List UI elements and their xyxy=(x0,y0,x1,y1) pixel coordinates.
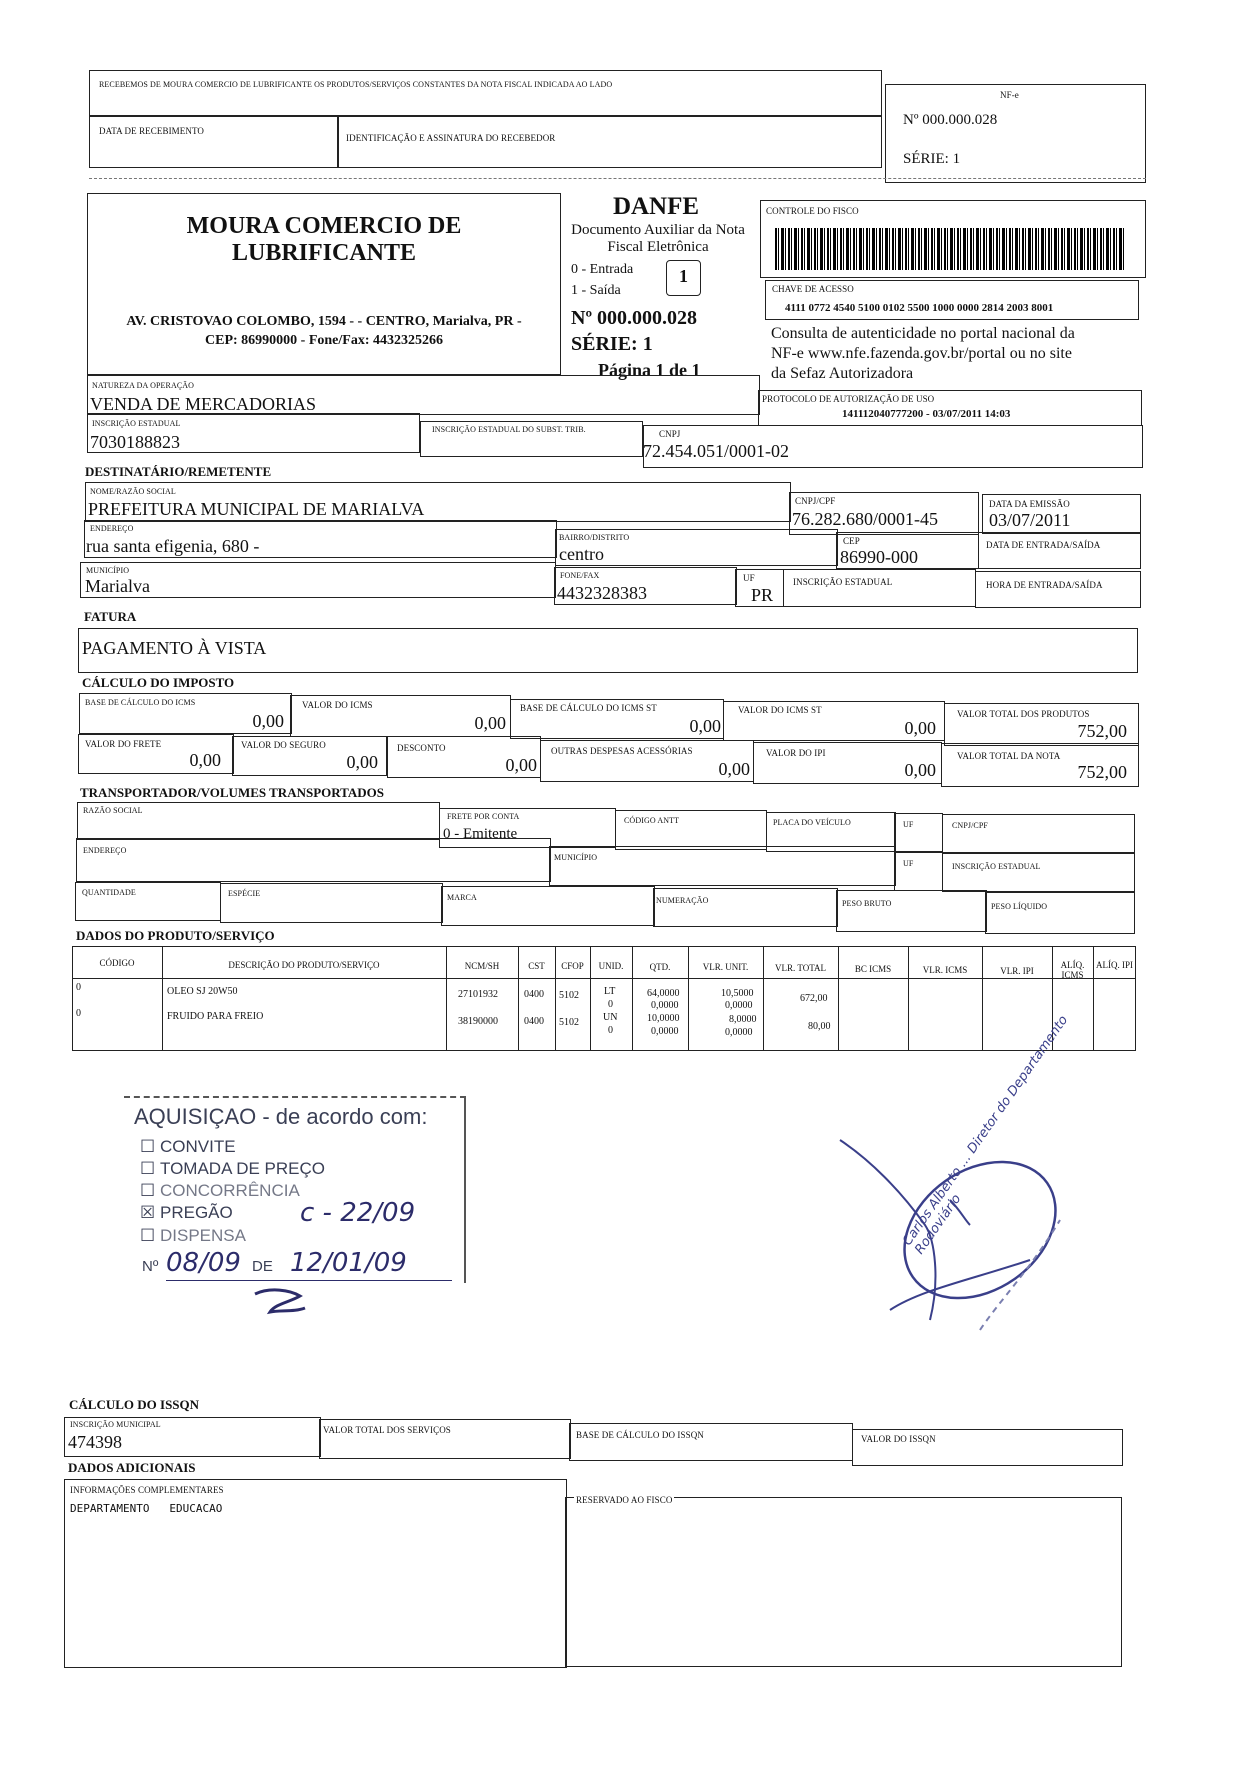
row1-unit-1: 10,5000 xyxy=(721,988,754,999)
row2-unit-1: 8,0000 xyxy=(729,1014,757,1025)
transp-antt-label: CÓDIGO ANTT xyxy=(624,816,680,825)
cut-line xyxy=(89,178,1146,179)
frete-value: 0,00 xyxy=(189,750,221,770)
row1-ncm: 27101932 xyxy=(458,989,498,1000)
stamp-de: DE xyxy=(252,1258,273,1275)
barcode xyxy=(775,228,1125,270)
stamp-line1: AQUISIÇAO - de acordo com: xyxy=(134,1104,428,1129)
base-st-label: BASE DE CÁLCULO DO ICMS ST xyxy=(520,703,657,713)
row2-qtd-1: 10,0000 xyxy=(647,1013,680,1024)
row2-total: 80,00 xyxy=(808,1021,831,1032)
emitente-name-line1: MOURA COMERCIO DE xyxy=(186,213,462,239)
canhoto-serie: SÉRIE: 1 xyxy=(903,151,961,167)
stamp-opt2: TOMADA DE PREÇO xyxy=(160,1159,325,1178)
th-codigo: CÓDIGO xyxy=(99,958,135,968)
dest-entrada-saida-box xyxy=(978,532,1141,569)
canhoto-number: Nº 000.000.028 xyxy=(903,112,998,128)
chave-acesso: 4111 0772 4540 5100 0102 5500 1000 0000 2814 2003 8001 xyxy=(785,302,1054,314)
info-complementares-label: INFORMAÇÕES COMPLEMENTARES xyxy=(70,1485,224,1495)
dest-uf-value: PR xyxy=(751,585,774,605)
issqn-base-label: BASE DE CÁLCULO DO ISSQN xyxy=(576,1430,704,1440)
desconto-label: DESCONTO xyxy=(397,743,446,753)
stamp-checkbox-pregao: ☒ xyxy=(140,1203,156,1222)
adicionais-section: DADOS ADICIONAIS xyxy=(68,1460,196,1475)
seguro-value: 0,00 xyxy=(346,752,378,772)
row2-codigo: 0 xyxy=(76,1008,81,1019)
row1-codigo: 0 xyxy=(76,982,81,993)
ipi-value: 0,00 xyxy=(904,760,936,780)
row2-qtd-2: 0,0000 xyxy=(651,1026,679,1037)
row1-unid-2: 0 xyxy=(608,999,613,1010)
th-vlr-total: VLR. TOTAL xyxy=(775,963,826,973)
dest-cep-value: 86990-000 xyxy=(840,547,918,567)
row1-cst: 0400 xyxy=(524,989,544,1000)
canhoto-receipt-text: RECEBEMOS DE MOURA COMERCIO DE LUBRIFICANTE OS PRODUTOS/SERVIÇOS CONSTANTES DA NOTA FISCAL INDICADA AO LADO xyxy=(99,80,613,89)
th-cfop: CFOP xyxy=(561,961,584,971)
total-produtos-value: 752,00 xyxy=(1077,721,1127,741)
valor-icms-label: VALOR DO ICMS xyxy=(302,700,373,710)
row1-qtd-2: 0,0000 xyxy=(651,1000,679,1011)
dest-emissao-label: DATA DA EMISSÃO xyxy=(989,499,1070,509)
stamp-opt4: PREGÃO xyxy=(160,1203,233,1222)
reservado-fisco-label: RESERVADO AO FISCO xyxy=(576,1495,673,1505)
transp-uf-box xyxy=(894,813,943,853)
issqn-valor-label: VALOR DO ISSQN xyxy=(861,1434,936,1444)
stamp-date-handwritten: 12/01/09 xyxy=(290,1248,407,1278)
row1-descricao: OLEO SJ 20W50 xyxy=(167,986,238,997)
cnpj-value: 72.454.051/0001-02 xyxy=(643,441,789,461)
ie-st-label: INSCRIÇÃO ESTADUAL DO SUBST. TRIB. xyxy=(432,425,586,434)
transp-especie-label: ESPÉCIE xyxy=(228,889,261,898)
danfe-pagina: Página 1 de 1 xyxy=(598,360,701,380)
base-icms-value: 0,00 xyxy=(252,711,284,731)
canhoto-receipt-box xyxy=(89,70,882,116)
transp-municipio-label: MUNICÍPIO xyxy=(554,853,598,862)
valor-icms-value: 0,00 xyxy=(474,713,506,733)
base-icms-label: BASE DE CÁLCULO DO ICMS xyxy=(85,698,196,707)
stamp-checkbox-concorrencia: ☐ xyxy=(140,1181,156,1200)
dest-uf-label: UF xyxy=(743,573,755,583)
transp-marca-label: MARCA xyxy=(447,893,477,902)
transp-marca-box xyxy=(441,886,655,926)
natureza-label: NATUREZA DA OPERAÇÃO xyxy=(92,381,195,390)
danfe-serie: SÉRIE: 1 xyxy=(571,333,653,355)
fatura-section: FATURA xyxy=(84,609,137,624)
dest-fone-label: FONE/FAX xyxy=(560,571,600,580)
transp-numeracao-label: NUMERAÇÃO xyxy=(656,896,709,905)
transportador-section: TRANSPORTADOR/VOLUMES TRANSPORTADOS xyxy=(80,785,385,800)
transp-municipio-box xyxy=(549,846,896,886)
th-aliq-icms-text: ALÍQ. ICMS xyxy=(1060,960,1085,980)
th-vlr-unit: VLR. UNIT. xyxy=(702,962,749,972)
danfe-subtitle-1: Documento Auxiliar da Nota xyxy=(571,222,745,238)
row1-unit-2: 0,0000 xyxy=(725,1000,753,1011)
dest-ie-label: INSCRIÇÃO ESTADUAL xyxy=(793,577,893,587)
protocolo-value: 141112040777200 - 03/07/2011 14:03 xyxy=(842,408,1011,420)
desconto-value: 0,00 xyxy=(505,755,537,775)
canhoto-date-box xyxy=(89,116,339,168)
seguro-label: VALOR DO SEGURO xyxy=(241,740,326,750)
ipi-label: VALOR DO IPI xyxy=(766,748,826,758)
produtos-section: DADOS DO PRODUTO/SERVIÇO xyxy=(76,928,275,943)
emitente-address: AV. CRISTOVAO COLOMBO, 1594 - - CENTRO, Marialva, PR - xyxy=(126,314,522,329)
transp-razao-label: RAZÃO SOCIAL xyxy=(83,806,143,815)
total-nota-value: 752,00 xyxy=(1077,762,1127,782)
issqn-im-value: 474398 xyxy=(68,1432,122,1452)
dest-endereco-value: rua santa efigenia, 680 - xyxy=(86,536,260,556)
transp-peso-liquido-label: PESO LÍQUIDO xyxy=(991,902,1048,911)
info-complementares-value: DEPARTAMENTO EDUCACAO xyxy=(70,1502,223,1515)
natureza-value: VENDA DE MERCADORIAS xyxy=(90,394,317,414)
transp-placa-label: PLACA DO VEÍCULO xyxy=(773,818,851,827)
transp-ie-box xyxy=(942,852,1135,892)
danfe-title: DANFE xyxy=(612,193,700,220)
transp-numeracao-box xyxy=(653,888,838,927)
transp-peso-bruto-label: PESO BRUTO xyxy=(842,899,892,908)
outras-label: OUTRAS DESPESAS ACESSÓRIAS xyxy=(551,746,693,756)
transp-frete-value: 0 - Emitente xyxy=(443,826,518,842)
row1-total: 672,00 xyxy=(800,993,828,1004)
dest-municipio-box xyxy=(80,562,556,598)
director-signature-text: Carlos Alberto ... Diretor do Departamento Rodoviário xyxy=(900,1013,1072,1258)
imposto-section: CÁLCULO DO IMPOSTO xyxy=(82,675,235,690)
row2-ncm: 38190000 xyxy=(458,1016,498,1027)
row2-descricao: FRUIDO PARA FREIO xyxy=(167,1011,264,1022)
row2-unid-1: UN xyxy=(603,1012,618,1023)
stamp-checkbox-dispensa: ☐ xyxy=(140,1226,156,1245)
canhoto-nfe-label: NF-e xyxy=(1000,90,1019,100)
row1-cfop: 5102 xyxy=(559,990,579,1001)
transp-peso-bruto-box xyxy=(836,890,987,932)
stamp-checkbox-tomada: ☐ xyxy=(140,1159,156,1178)
stamp-initial-mark xyxy=(250,1282,310,1322)
transp-quantidade-label: QUANTIDADE xyxy=(82,888,136,897)
issqn-section: CÁLCULO DO ISSQN xyxy=(69,1397,200,1412)
th-unid: UNID. xyxy=(598,961,624,971)
produtos-header-line xyxy=(72,978,1136,979)
dest-cnpj-value: 76.282.680/0001-45 xyxy=(792,509,938,529)
issqn-im-label: INSCRIÇÃO MUNICIPAL xyxy=(70,1420,161,1429)
th-ncm: NCM/SH xyxy=(464,961,500,971)
stamp-num-handwritten: 08/09 xyxy=(166,1248,241,1278)
total-nota-label: VALOR TOTAL DA NOTA xyxy=(957,751,1061,761)
col-line xyxy=(763,946,764,1051)
row2-unid-2: 0 xyxy=(608,1025,613,1036)
dest-endereco-label: ENDEREÇO xyxy=(90,524,134,533)
protocolo-label: PROTOCOLO DE AUTORIZAÇÃO DE USO xyxy=(762,394,935,404)
dest-entrada-saida-label: DATA DE ENTRADA/SAÍDA xyxy=(986,540,1101,550)
danfe-tipo: 1 xyxy=(679,266,688,286)
valor-st-value: 0,00 xyxy=(904,718,936,738)
dest-ie-box xyxy=(783,569,976,607)
controle-fisco-label: CONTROLE DO FISCO xyxy=(766,206,859,216)
dest-emissao-value: 03/07/2011 xyxy=(989,510,1071,530)
transp-endereco-label: ENDEREÇO xyxy=(83,846,127,855)
th-aliq-ipi-text: ALÍQ. IPI xyxy=(1096,960,1133,970)
dest-cep-label: CEP xyxy=(843,536,860,546)
danfe-subtitle-2: Fiscal Eletrônica xyxy=(607,239,709,255)
col-line xyxy=(838,946,839,1051)
chave-acesso-label: CHAVE DE ACESSO xyxy=(772,284,854,294)
danfe-numero: Nº 000.000.028 xyxy=(571,307,698,329)
transp-cnpj-label: CNPJ/CPF xyxy=(952,821,988,830)
th-descricao: DESCRIÇÃO DO PRODUTO/SERVIÇO xyxy=(228,960,380,970)
emitente-name-line2: LUBRIFICANTE xyxy=(231,240,417,266)
dest-bairro-value: centro xyxy=(559,544,604,564)
danfe-entrada: 0 - Entrada xyxy=(571,262,634,277)
consulta-line1: Consulta de autenticidade no portal nacional da xyxy=(771,325,1075,342)
th-cst: CST xyxy=(528,961,545,971)
col-line xyxy=(908,946,909,1051)
dest-fone-value: 4432328383 xyxy=(557,583,647,603)
issqn-base-box xyxy=(569,1423,853,1461)
fatura-value: PAGAMENTO À VISTA xyxy=(82,638,267,658)
base-st-value: 0,00 xyxy=(689,716,721,736)
row1-qtd-1: 64,0000 xyxy=(647,988,680,999)
dest-hora-label: HORA DE ENTRADA/SAÍDA xyxy=(986,580,1103,590)
th-bc-icms: BC ICMS xyxy=(854,964,892,974)
dest-bairro-label: BAIRRO/DISTRITO xyxy=(559,533,630,542)
stamp-opt4-handwritten: c - 22/09 xyxy=(300,1198,416,1228)
outras-value: 0,00 xyxy=(718,759,750,779)
ie-label: INSCRIÇÃO ESTADUAL xyxy=(92,419,181,428)
stamp-opt3: CONCORRÊNCIA xyxy=(160,1181,300,1200)
transp-uf-label: UF xyxy=(903,820,914,829)
canhoto-date-label: DATA DE RECEBIMENTO xyxy=(99,126,205,136)
transp-ie-label: INSCRIÇÃO ESTADUAL xyxy=(952,862,1041,871)
stamp-opt5: DISPENSA xyxy=(160,1226,246,1245)
th-qtd: QTD. xyxy=(649,962,671,972)
total-produtos-label: VALOR TOTAL DOS PRODUTOS xyxy=(957,709,1090,719)
dest-municipio-value: Marialva xyxy=(85,576,150,596)
valor-st-label: VALOR DO ICMS ST xyxy=(738,705,822,715)
transp-uf2-label: UF xyxy=(903,859,914,868)
issqn-servicos-label: VALOR TOTAL DOS SERVIÇOS xyxy=(323,1425,451,1435)
emitente-cep: CEP: 86990000 - Fone/Fax: 4432325266 xyxy=(205,333,443,348)
frete-label: VALOR DO FRETE xyxy=(85,739,162,749)
danfe-saida: 1 - Saída xyxy=(571,283,621,298)
dest-cnpj-label: CNPJ/CPF xyxy=(795,496,836,506)
stamp-opt1: CONVITE xyxy=(160,1137,236,1156)
row2-unit-2: 0,0000 xyxy=(725,1027,753,1038)
stamp-checkbox-convite: ☐ xyxy=(140,1137,156,1156)
stamp-underline xyxy=(166,1280,452,1281)
th-vlr-ipi: VLR. IPI xyxy=(1000,966,1034,976)
consulta-line2: NF-e www.nfe.fazenda.gov.br/portal ou no site xyxy=(771,345,1072,362)
transp-endereco-box xyxy=(76,838,551,882)
col-line xyxy=(982,946,983,1051)
stamp-num-prefix: Nº xyxy=(142,1258,159,1275)
row2-cfop: 5102 xyxy=(559,1017,579,1028)
th-vlr-icms: VLR. ICMS xyxy=(922,965,968,975)
reservado-fisco-box xyxy=(565,1497,1122,1667)
ie-value: 7030188823 xyxy=(90,432,180,452)
consulta-line3: da Sefaz Autorizadora xyxy=(771,365,914,382)
cnpj-label: CNPJ xyxy=(659,429,681,439)
row2-cst: 0400 xyxy=(524,1016,544,1027)
canhoto-signature-label: IDENTIFICAÇÃO E ASSINATURA DO RECEBEDOR xyxy=(346,133,556,143)
dest-nome-label: NOME/RAZÃO SOCIAL xyxy=(90,487,176,496)
destinatario-section: DESTINATÁRIO/REMETENTE xyxy=(85,464,272,479)
transp-cnpj-box xyxy=(942,814,1135,854)
dest-municipio-label: MUNICÍPIO xyxy=(86,566,130,575)
dest-nome-value: PREFEITURA MUNICIPAL DE MARIALVA xyxy=(88,499,425,519)
transp-frete-label: FRETE POR CONTA xyxy=(447,812,520,821)
transp-uf2-box xyxy=(894,851,943,891)
row1-unid-1: LT xyxy=(604,986,616,997)
transp-peso-liquido-box xyxy=(985,892,1135,934)
